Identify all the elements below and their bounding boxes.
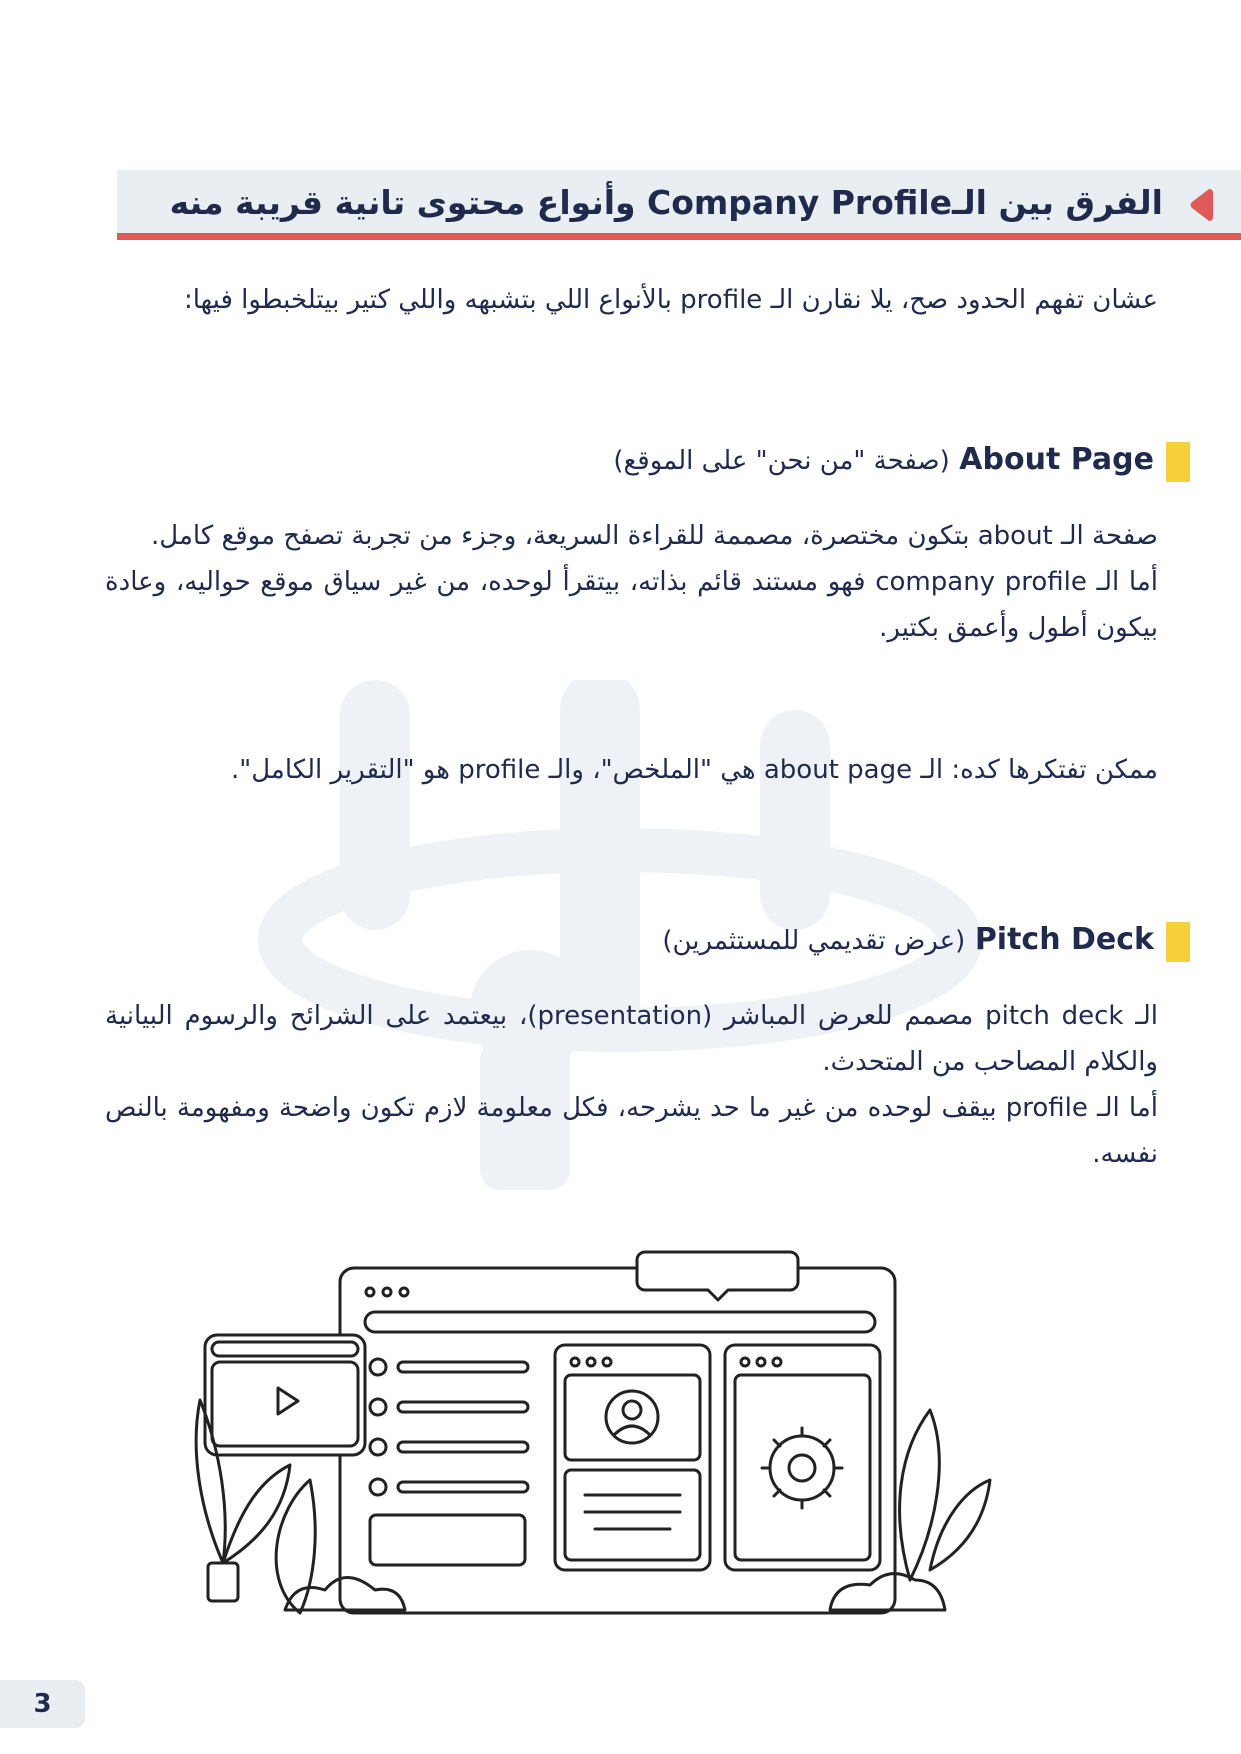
about-page-paragraph-2: أما الـ company profile فهو مستند قائم بذاته، بيتقرأ لوحده، من غير سياق موقع حواليه، وعادة بيكون أطول وأعمق بكتير.	[105, 567, 1158, 643]
page-number: 3	[0, 1680, 85, 1728]
about-page-body	[105, 513, 1158, 651]
about-page-paragraph-3: ممكن تفتكرها كده: الـ about page هي "الملخص"، والـ profile هو "التقرير الكامل".	[230, 755, 1158, 785]
pitch-deck-heading-en: Pitch Deck	[974, 922, 1154, 957]
about-page-heading-en: About Page	[959, 442, 1154, 477]
pitch-deck-heading	[105, 920, 1190, 964]
heading-marker	[1166, 442, 1190, 482]
pitch-deck-body	[105, 993, 1158, 1177]
section-title: الفرق بين الـCompany Profile وأنواع محتوى تانية قريبة منه	[169, 183, 1163, 222]
pitch-deck-heading-ar: (عرض تقديمي للمستثمرين)	[662, 926, 966, 956]
web-ui-illustration	[190, 1250, 1050, 1630]
intro-text: عشان تفهم الحدود صح، يلا نقارن الـ profile بالأنواع اللي بتشبهه واللي كتير بيتلخبطوا فيها:	[183, 285, 1158, 315]
about-page-heading	[105, 440, 1190, 484]
intro-paragraph	[105, 277, 1158, 323]
about-page-summary	[105, 747, 1158, 793]
pitch-deck-paragraph-2: أما الـ profile بيقف لوحده من غير ما حد يشرحه، فكل معلومة لازم تكون واضحة ومفهومة بالنص نفسه.	[105, 1093, 1158, 1169]
section-title-box	[117, 170, 1241, 240]
about-page-paragraph-1: صفحة الـ about بتكون مختصرة، مصممة للقراءة السريعة، وجزء من تجربة تصفح موقع كامل.	[151, 521, 1158, 551]
pitch-deck-paragraph-1: الـ pitch deck مصمم للعرض المباشر (presentation)، بيعتمد على الشرائح والرسوم البيانية والكلام المصاحب من المتحدث.	[105, 1001, 1159, 1077]
title-triangle-marker	[1187, 186, 1213, 224]
about-page-heading-ar: (صفحة "من نحن" على الموقع)	[613, 446, 950, 476]
heading-marker	[1166, 922, 1190, 962]
